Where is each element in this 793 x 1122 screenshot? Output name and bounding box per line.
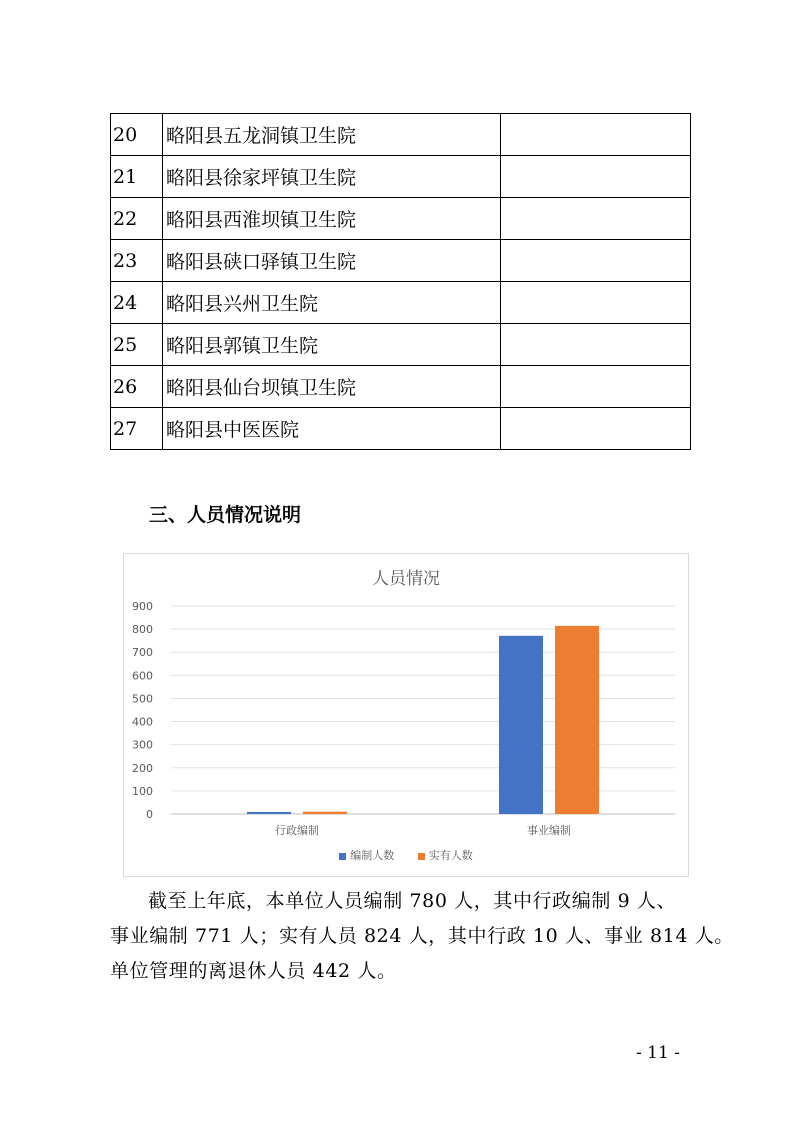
row-number: 24 <box>111 282 163 324</box>
unit-name: 略阳县西淮坝镇卫生院 <box>163 198 501 240</box>
row-number: 21 <box>111 156 163 198</box>
section-heading: 三、人员情况说明 <box>149 504 302 526</box>
row-number: 23 <box>111 240 163 282</box>
y-tick-label: 100 <box>132 784 153 798</box>
remark-cell <box>501 156 691 198</box>
legend-item-actual <box>418 847 473 863</box>
y-tick-label: 0 <box>146 808 153 821</box>
row-number: 27 <box>111 408 163 450</box>
unit-name: 略阳县硖口驿镇卫生院 <box>163 240 501 282</box>
remark-cell <box>501 324 691 366</box>
row-number: 20 <box>111 114 163 156</box>
remark-cell <box>501 240 691 282</box>
legend-label: 编制人数 <box>350 849 395 862</box>
unit-name: 略阳县仙台坝镇卫生院 <box>163 366 501 408</box>
summary-paragraph <box>110 884 734 989</box>
y-tick-label: 900 <box>132 600 153 613</box>
unit-name: 略阳县兴州卫生院 <box>163 282 501 324</box>
row-number: 25 <box>111 324 163 366</box>
y-tick-label: 300 <box>132 738 153 752</box>
y-tick-label: 700 <box>132 646 153 660</box>
chart-title: 人员情况 <box>372 569 440 589</box>
units-table <box>110 113 691 450</box>
table-row <box>111 324 691 366</box>
table-row <box>111 282 691 324</box>
y-tick-label: 400 <box>132 715 153 729</box>
legend-item-establishment <box>339 847 394 863</box>
paragraph-line: 事业编制 771 人；实有人员 824 人，其中行政 10 人、事业 814 人。 <box>110 925 734 947</box>
chart-plot <box>124 554 688 876</box>
bar-actual-0 <box>303 812 347 814</box>
unit-name: 略阳县徐家坪镇卫生院 <box>163 156 501 198</box>
remark-cell <box>501 198 691 240</box>
unit-name: 略阳县郭镇卫生院 <box>163 324 501 366</box>
y-tick-label: 800 <box>132 623 153 637</box>
y-tick-label: 600 <box>132 669 153 683</box>
table-row <box>111 366 691 408</box>
table-row <box>111 240 691 282</box>
bar-actual-1 <box>555 626 599 814</box>
unit-name: 略阳县五龙洞镇卫生院 <box>163 114 501 156</box>
remark-cell <box>501 408 691 450</box>
row-number: 22 <box>111 198 163 240</box>
bar-establishment-0 <box>247 812 291 814</box>
personnel-chart <box>123 553 689 877</box>
legend-swatch-orange <box>418 853 425 860</box>
unit-name: 略阳县中医医院 <box>163 408 501 450</box>
x-category-label: 事业编制 <box>527 824 571 837</box>
row-number: 26 <box>111 366 163 408</box>
legend-swatch-blue <box>339 853 346 860</box>
remark-cell <box>501 114 691 156</box>
y-tick-label: 500 <box>132 692 153 706</box>
remark-cell <box>501 366 691 408</box>
y-tick-label: 200 <box>132 761 153 775</box>
page-number: - 11 - <box>636 1043 680 1063</box>
x-category-label: 行政编制 <box>275 824 319 837</box>
bar-establishment-1 <box>499 636 543 814</box>
legend-label: 实有人数 <box>428 849 473 862</box>
table-row <box>111 408 691 450</box>
table-row <box>111 114 691 156</box>
paragraph-line: 截至上年底，本单位人员编制 780 人，其中行政编制 9 人、 <box>148 890 677 912</box>
paragraph-line: 单位管理的离退休人员 442 人。 <box>110 960 397 982</box>
table-row <box>111 198 691 240</box>
remark-cell <box>501 282 691 324</box>
table-row <box>111 156 691 198</box>
chart-legend <box>124 847 688 863</box>
